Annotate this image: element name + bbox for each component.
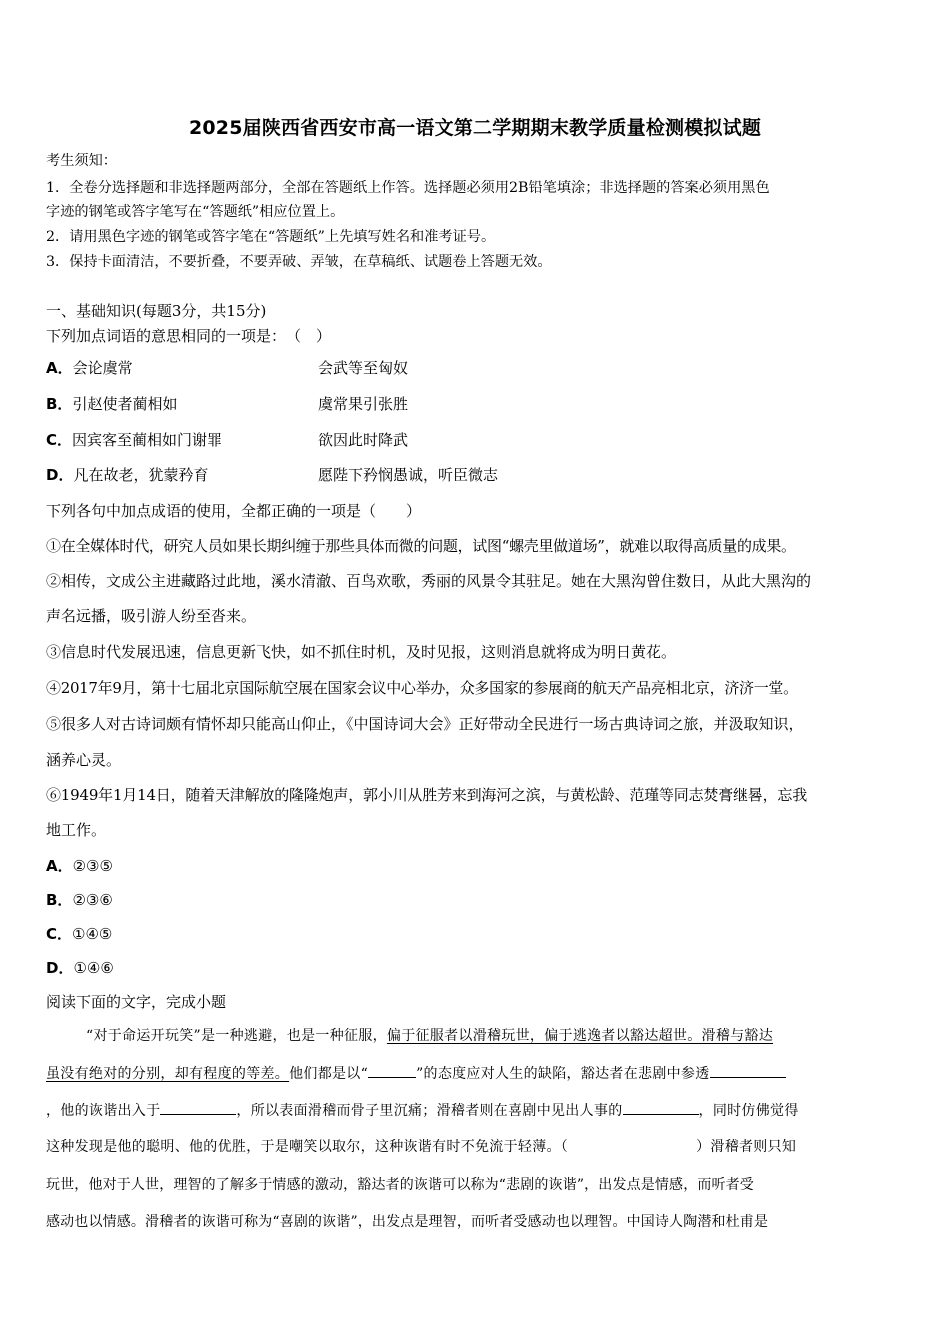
notes-item: 1．全卷分选择题和非选择题两部分，全部在答题纸上作答。选择题必须用2B铅笔填涂；非选择题的答案必须用黑色: [46, 180, 770, 196]
option-text: ①④⑤: [72, 925, 113, 943]
answer-blank[interactable]: [160, 1100, 236, 1115]
question-2-sentence: ①在全媒体时代，研究人员如果长期纠缠于那些具体而微的问题，试图“螺壳里做道场”，就难以取得高质量的成果。: [46, 537, 796, 555]
passage-text: ”的态度应对人生的缺陷，豁达者在悲剧中参透: [416, 1066, 710, 1082]
option-text: ②③⑥: [72, 891, 113, 909]
passage-text: 这种发现是他的聪明、他的优胜，于是嘲笑以取尔，这种诙谐有时不免流于轻薄。（: [46, 1139, 569, 1155]
question-2-sentence: ②相传，文成公主进藏路过此地，溪水清澈、百鸟欢歌，秀丽的风景令其驻足。她在大黑沟曾住数日，从此大黑沟的: [46, 572, 812, 590]
underlined-text: 偏于征服者以滑稽玩世，偏于逃逸者以豁达超世。滑稽与豁达: [386, 1028, 774, 1044]
passage-line: [86, 1026, 916, 1046]
question-2-stem: 下列各句中加点成语的使用，全都正确的一项是（ ）: [46, 502, 422, 520]
option-right: 会武等至匈奴: [318, 359, 409, 377]
option-right: 虞常果引张胜: [318, 395, 409, 413]
option-letter: A．: [46, 359, 73, 377]
question-2-sentence: ⑤很多人对古诗词颇有情怀却只能高山仰止，《中国诗词大会》正好带动全民进行一场古典诗词之旅，并汲取知识，: [46, 715, 804, 733]
question-2-sentence: ③信息时代发展迅速，信息更新飞快，如不抓住时机，及时见报，这则消息就将成为明日黄花。: [46, 643, 677, 661]
notes-item: 2．请用黑色字迹的钢笔或答字笔在“答题纸”上先填写姓名和准考证号。: [46, 229, 496, 245]
option-letter: C．: [46, 431, 73, 449]
question-2-sentence: 涵养心灵。: [46, 751, 122, 769]
passage-text: ，所以表面滑稽而骨子里沉痛；滑稽者则在喜剧中见出人事的: [236, 1103, 623, 1119]
option-letter: D．: [46, 959, 74, 977]
question-2-sentence: 地工作。: [46, 821, 107, 839]
option-letter: D．: [46, 466, 74, 484]
question-2-sentence: ④2017年9月，第十七届北京国际航空展在国家会议中心举办，众多国家的参展商的航天产品亮相北京，济济一堂。: [46, 679, 798, 697]
notes-item: 3．保持卡面清洁，不要折叠，不要弄破、弄皱，在草稿纸、试题卷上答题无效。: [46, 254, 552, 270]
option-text: ①④⑥: [73, 959, 114, 977]
option-text: ②③⑤: [72, 857, 113, 875]
answer-blank[interactable]: [710, 1063, 786, 1078]
question-2-sentence: ⑥1949年1月14日，随着天津解放的隆隆炮声，郭小川从胜芳来到海河之滨，与黄松龄、范瑾等同志焚膏继晷，忘我: [46, 786, 808, 804]
passage-line: [46, 1063, 916, 1084]
notes-item: 字迹的钢笔或答字笔写在“答题纸”相应位置上。: [46, 204, 345, 220]
option-left: 因宾客至蔺相如门谢罪: [72, 431, 223, 449]
option-left: 引赵使者蔺相如: [72, 395, 178, 413]
page-title: 2025届陕西省西安市高一语文第二学期期末教学质量检测模拟试题: [188, 117, 762, 139]
answer-blank[interactable]: [368, 1063, 416, 1078]
option-right: 愿陛下矜悯愚诚，听臣微志: [318, 466, 499, 484]
option-right: 欲因此时降武: [318, 431, 409, 449]
question-2-sentence: 声名远播，吸引游人纷至沓来。: [46, 607, 257, 625]
passage-line: 玩世，他对于人世，理智的了解多于情感的激动，豁达者的诙谐可以称为“悲剧的诙谐”，出发点是情感，而听者受: [46, 1177, 754, 1193]
passage-text: ，他的诙谐出入于: [46, 1103, 161, 1119]
option-letter: B．: [46, 395, 73, 413]
option-letter: A．: [46, 857, 73, 875]
underlined-text: 虽没有绝对的分别，却有程度的等差。: [46, 1066, 290, 1082]
passage-line: 感动也以情感。滑稽者的诙谐可称为“喜剧的诙谐”，出发点是理智，而听者受感动也以理智。中国诗人陶潜和杜甫是: [46, 1214, 769, 1230]
passage-text: ，同时仿佛觉得: [698, 1103, 799, 1119]
option-left: 会论虞常: [72, 359, 133, 377]
reading-instruction: 阅读下面的文字，完成小题: [46, 993, 227, 1011]
question-1-stem: 下列加点词语的意思相同的一项是： （ ）: [46, 327, 332, 345]
section-heading: 一、基础知识(每题3分，共15分): [46, 302, 267, 320]
passage-text: ）滑稽者则只知: [696, 1139, 797, 1155]
passage-line: [46, 1100, 916, 1121]
option-letter: C．: [46, 925, 73, 943]
passage-text: 他们都是以“: [289, 1066, 369, 1082]
passage-line: [46, 1137, 916, 1157]
passage-text: “对于命运开玩笑”是一种逃避，也是一种征服，: [86, 1028, 387, 1044]
notes-heading: 考生须知：: [46, 153, 117, 169]
option-left: 凡在故老，犹蒙矜育: [73, 466, 209, 484]
option-letter: B．: [46, 891, 73, 909]
answer-blank[interactable]: [623, 1100, 699, 1115]
